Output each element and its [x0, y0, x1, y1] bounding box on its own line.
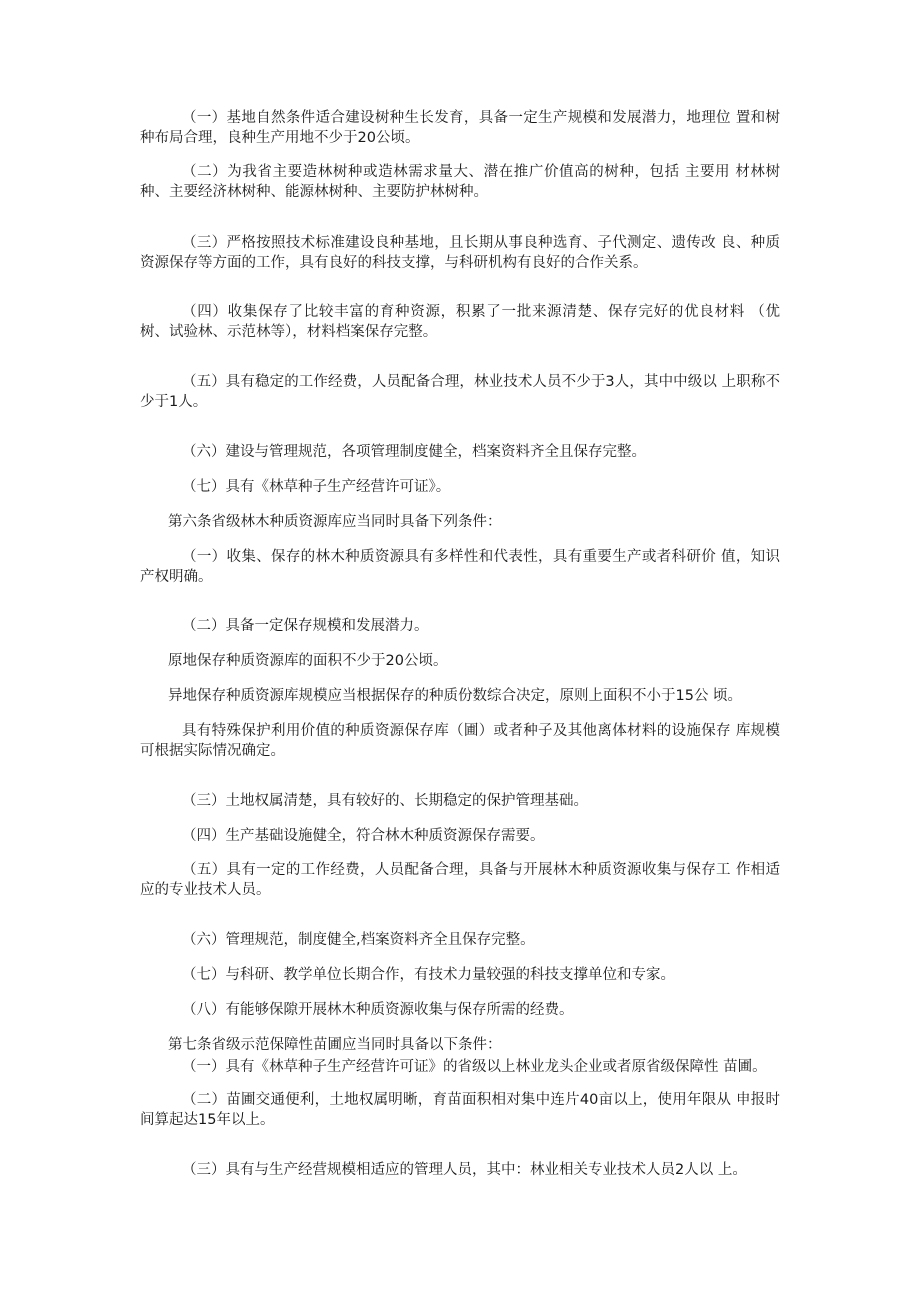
paragraph: （一）基地自然条件适合建设树种生长发育，具备一定生产规模和发展潜力，地理位 置和树种布局合理，良种生产用地不少于20公顷。	[140, 110, 780, 146]
section-heading: 第七条省级示范保障性苗圃应当同时具备以下条件：	[168, 1037, 502, 1053]
paragraph: （二）具备一定保存规模和发展潜力。	[182, 618, 429, 634]
section-heading: 第六条省级林木种质资源库应当同时具备下列条件：	[168, 514, 502, 530]
paragraph: （四）收集保存了比较丰富的育种资源，积累了一批来源清楚、保存完好的优良材料 （优树、试验林、示范林等），材料档案保存完整。	[140, 304, 780, 340]
paragraph: （六）建设与管理规范，各项管理制度健全，档案资料齐全且保存完整。	[182, 444, 646, 460]
paragraph: （二）为我省主要造林树种或造林需求量大、潜在推广价值高的树种，包括 主要用 材林树种、主要经济林树种、能源林树种、主要防护林树种。	[140, 164, 780, 200]
paragraph: 异地保存种质资源库规模应当根据保存的种质份数综合决定，原则上面积不小于15公 顷。	[168, 688, 743, 704]
paragraph: （七）具有《林草种子生产经营许可证》。	[182, 479, 451, 495]
paragraph: （五）具有一定的工作经费，人员配备合理，具备与开展林木种质资源收集与保存工 作相适应的专业技术人员。	[140, 862, 780, 898]
paragraph: （一）收集、保存的林木种质资源具有多样性和代表性，具有重要生产或者科研价 值，知识产权明确。	[140, 549, 780, 585]
paragraph: 原地保存种质资源库的面积不少于20公顷。	[168, 653, 448, 669]
paragraph: （二）苗圃交通便利，土地权属明晰，育苗面积相对集中连片40亩以上，使用年限从 申报时间算起达15年以上。	[140, 1092, 780, 1128]
paragraph: 具有特殊保护利用价值的种质资源保存库（圃）或者种子及其他离体材料的设施保存 库规模可根据实际情况确定。	[140, 723, 780, 759]
paragraph: （三）严格按照技术标准建设良种基地，且长期从事良种选育、子代测定、遗传改 良、种质资源保存等方面的工作，具有良好的科技支撑，与科研机构有良好的合作关系。	[140, 235, 780, 271]
paragraph: （三）具有与生产经营规模相适应的管理人员，其中：林业相关专业技术人员2人以 上。	[182, 1162, 747, 1178]
paragraph: （三）土地权属清楚，具有较好的、长期稳定的保护管理基础。	[182, 793, 588, 809]
paragraph: （五）具有稳定的工作经费，人员配备合理，林业技术人员不少于3人，其中中级以 上职称不少于1人。	[140, 374, 780, 410]
paragraph: （四）生产基础设施健全，符合林木种质资源保存需要。	[182, 828, 545, 844]
paragraph: （八）有能够保隙开展林木种质资源收集与保存所需的经费。	[182, 1002, 574, 1018]
paragraph: （六）管理规范，制度健全,档案资料齐全且保存完整。	[182, 932, 535, 948]
paragraph: （七）与科研、教学单位长期合作，有技术力量较强的科技支撑单位和专家。	[182, 967, 675, 983]
paragraph: （一）具有《林草种子生产经营许可证》的省级以上林业龙头企业或者原省级保障性 苗圃。	[182, 1059, 767, 1075]
